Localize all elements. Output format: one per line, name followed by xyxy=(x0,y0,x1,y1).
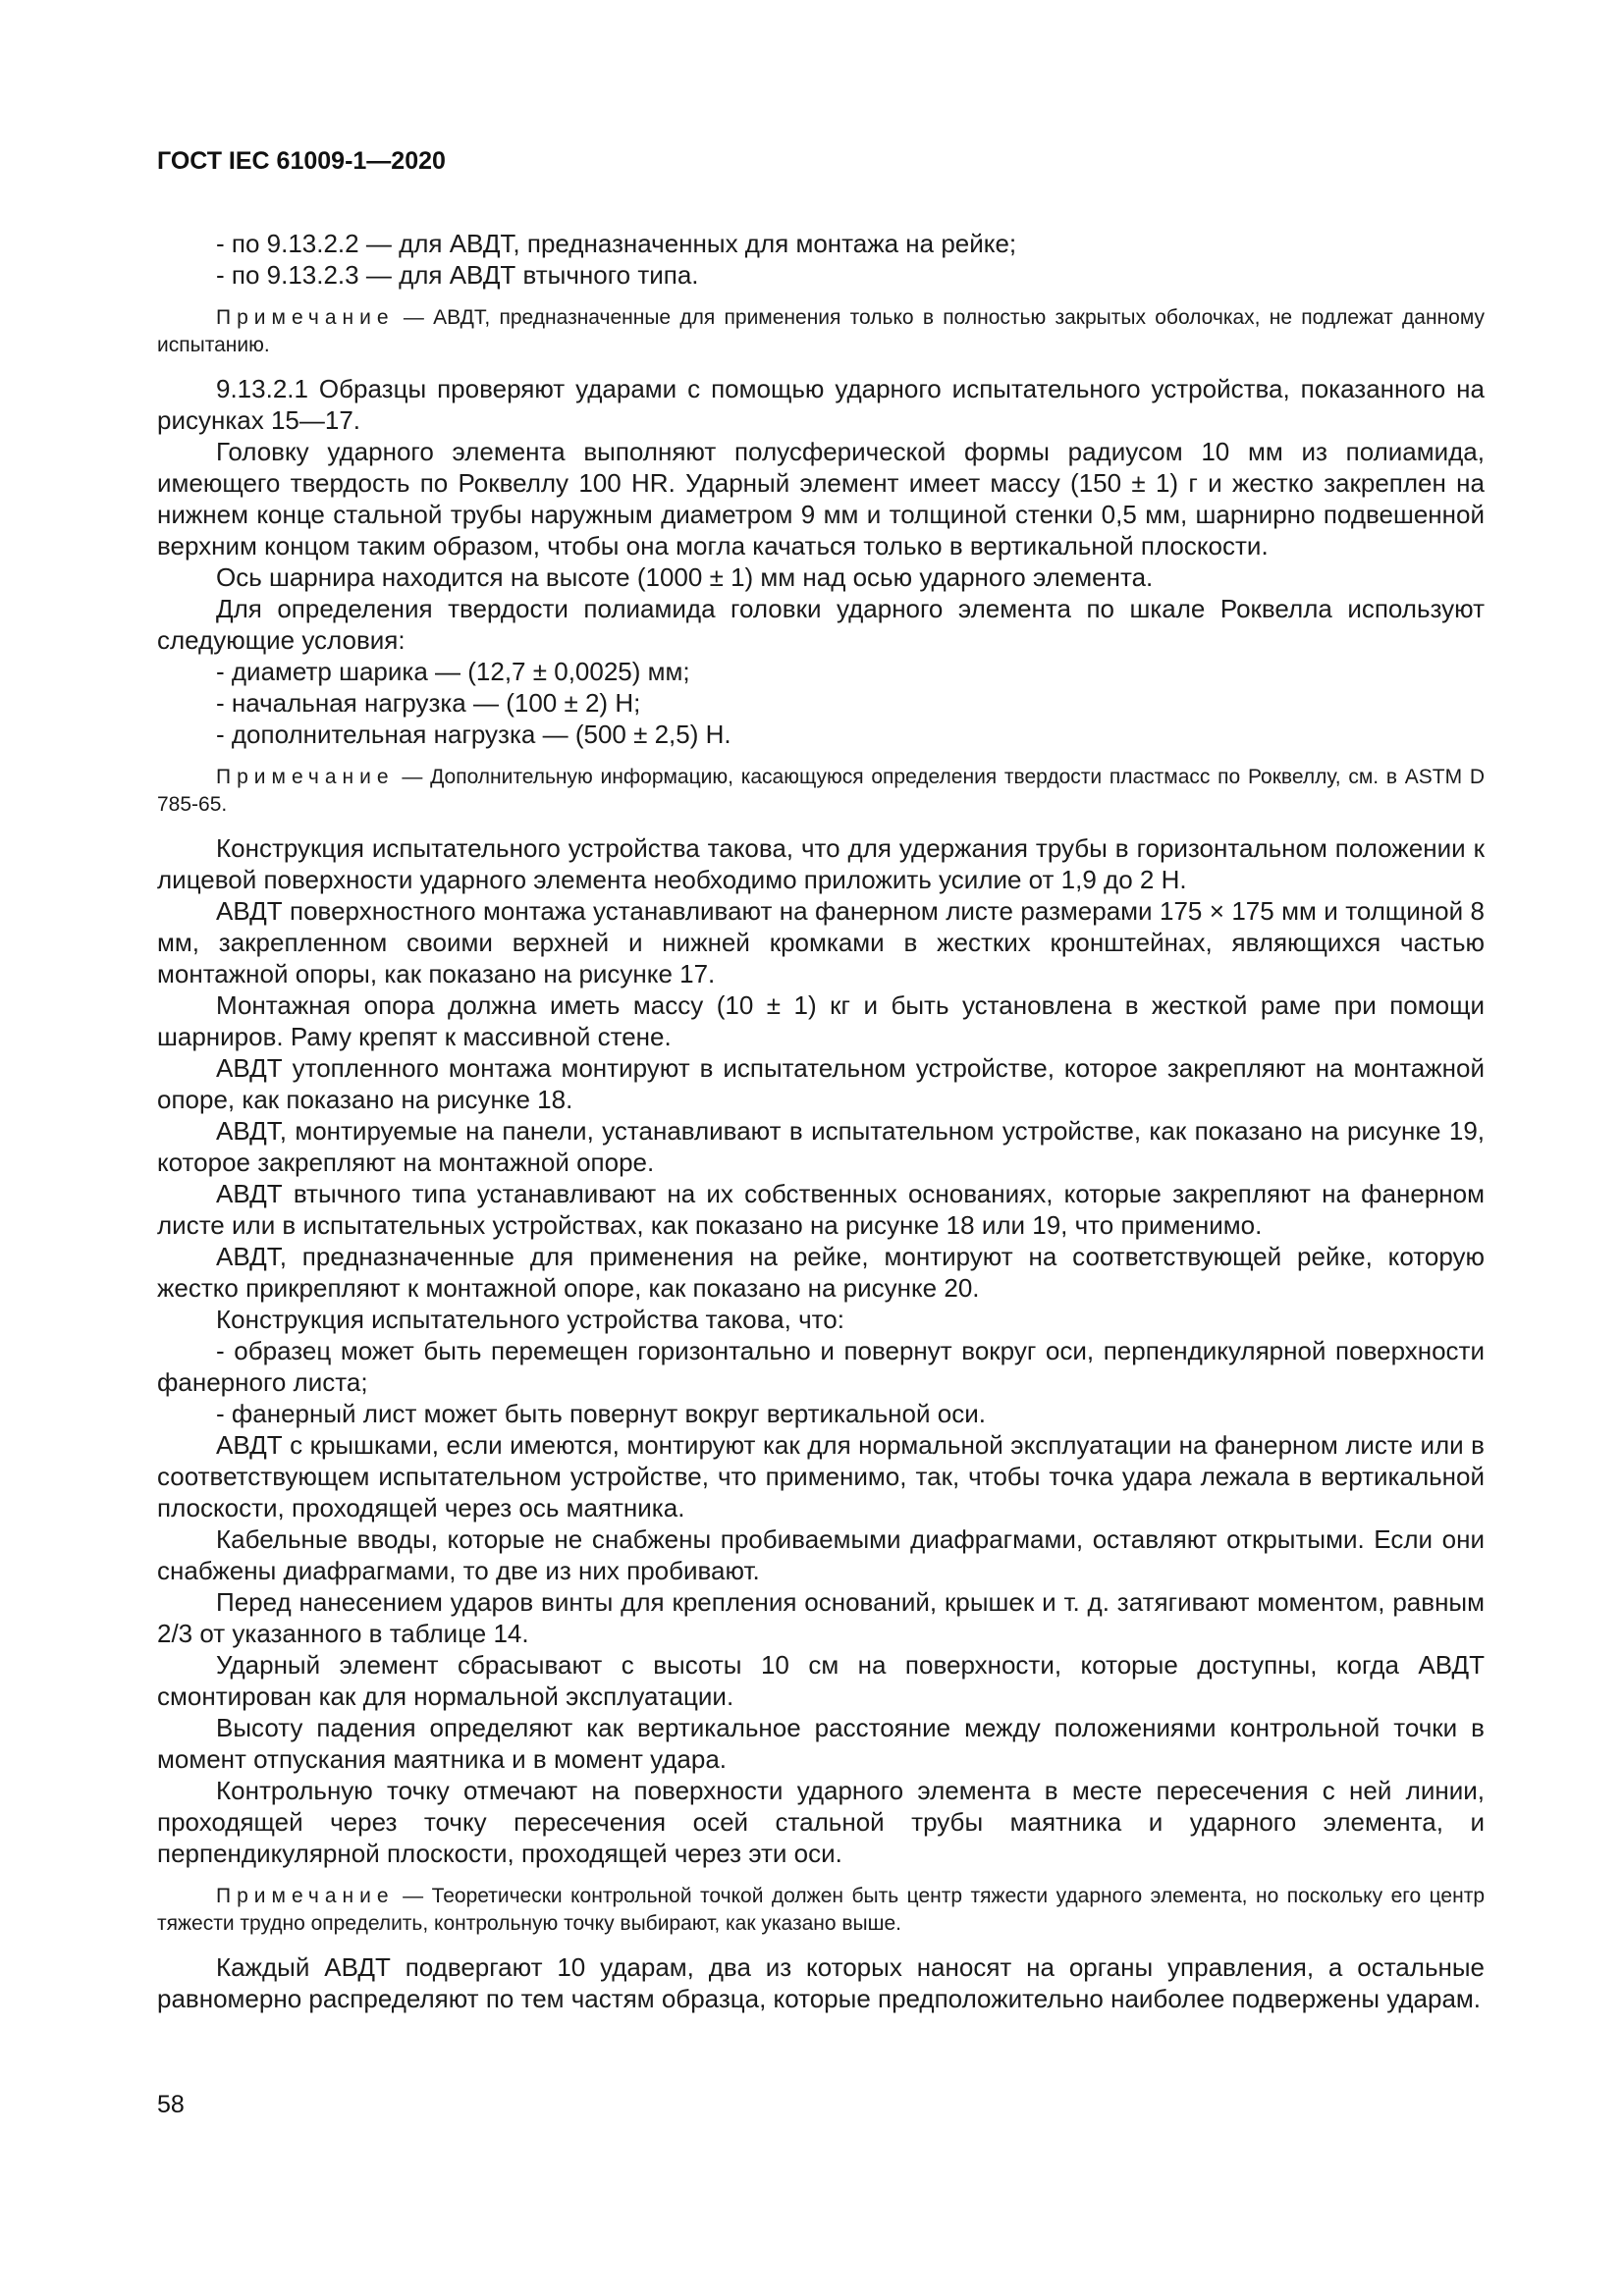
paragraph: АВДТ поверхностного монтажа устанавливают на фанерном листе размерами 175 × 175 мм и толщиной 8 мм, закрепленном своими верхней и нижней кромками в жестких кронштейнах, являющихся частью монтажной опоры, как показано на рисунке 17. xyxy=(157,896,1485,988)
paragraph: Кабельные вводы, которые не снабжены пробиваемыми диафрагмами, оставляют открытыми. Если они снабжены диафрагмами, то две из них пробивают. xyxy=(157,1524,1485,1585)
note-text: — Дополнительную информацию, касающуюся определения твердости пластмасс по Роквеллу, см. в ASTM D 785-65. xyxy=(157,766,1485,816)
note xyxy=(157,764,1485,819)
paragraph: Конструкция испытательного устройства такова, что для удержания трубы в горизонтальном положении к лицевой поверхности ударного элемента необходимо приложить усилие от 1,9 до 2 Н. xyxy=(157,833,1485,894)
list-item: - образец может быть перемещен горизонтально и повернут вокруг оси, перпендикулярной поверхности фанерного листа; xyxy=(157,1336,1485,1397)
paragraph: Перед нанесением ударов винты для крепления оснований, крышек и т. д. затягивают моментом, равным 2/3 от указанного в таблице 14. xyxy=(157,1587,1485,1648)
note xyxy=(157,304,1485,359)
paragraph: АВДТ втычного типа устанавливают на их собственных основаниях, которые закрепляют на фанерном листе или в испытательных устройствах, как показано на рисунке 18 или 19, что применимо. xyxy=(157,1179,1485,1240)
paragraph: Каждый АВДТ подвергают 10 ударам, два из которых наносят на органы управления, а остальные равномерно распределяют по тем частям образца, которые предположительно наиболее подвержены ударам. xyxy=(157,1952,1485,2013)
paragraph: Высоту падения определяют как вертикальное расстояние между положениями контрольной точки в момент отпускания маятника и в момент удара. xyxy=(157,1713,1485,1774)
paragraph: АВДТ, предназначенные для применения на рейке, монтируют на соответствующей рейке, которую жестко прикрепляют к монтажной опоре, как показано на рисунке 20. xyxy=(157,1242,1485,1303)
paragraph: Ударный элемент сбрасывают с высоты 10 см на поверхности, которые доступны, когда АВДТ смонтирован как для нормальной эксплуатации. xyxy=(157,1650,1485,1711)
list-item: - по 9.13.2.3 — для АВДТ втычного типа. xyxy=(216,260,699,290)
paragraph: Для определения твердости полиамида головки ударного элемента по шкале Роквелла используют следующие условия: xyxy=(157,594,1485,655)
paragraph: Монтажная опора должна иметь массу (10 ± 1) кг и быть установлена в жесткой раме при помощи шарниров. Раму крепят к массивной стене. xyxy=(157,990,1485,1051)
paragraph: АВДТ утопленного монтажа монтируют в испытательном устройстве, которое закрепляют на монтажной опоре, как показано на рисунке 18. xyxy=(157,1053,1485,1114)
document-header: ГОСТ IEC 61009-1—2020 xyxy=(157,147,446,175)
list-item: - диаметр шарика — (12,7 ± 0,0025) мм; xyxy=(216,657,690,686)
note-text: — Теоретически контрольной точкой должен быть центр тяжести ударного элемента, но поскольку его центр тяжести трудно определить, контрольную точку выбирают, как указано выше. xyxy=(157,1885,1485,1935)
document-body xyxy=(157,228,1485,2014)
paragraph: 9.13.2.1 Образцы проверяют ударами с помощью ударного испытательного устройства, показанного на рисунках 15—17. xyxy=(157,374,1485,435)
list-item: - фанерный лист может быть повернут вокруг вертикальной оси. xyxy=(216,1399,986,1428)
paragraph: АВДТ с крышками, если имеются, монтируют как для нормальной эксплуатации на фанерном листе или в соответствующем испытательном устройстве, что применимо, так, чтобы точка удара лежала в вертикальной плоскости, проходящей через ось маятника. xyxy=(157,1430,1485,1522)
note-text: — АВДТ, предназначенные для применения только в полностью закрытых оболочках, не подлежат данному испытанию. xyxy=(157,306,1485,356)
list-item: - начальная нагрузка — (100 ± 2) Н; xyxy=(216,688,641,718)
page-number: 58 xyxy=(157,2091,185,2118)
paragraph: АВДТ, монтируемые на панели, устанавливают в испытательном устройстве, как показано на рисунке 19, которое закрепляют на монтажной опоре. xyxy=(157,1116,1485,1177)
paragraph: Конструкция испытательного устройства такова, что: xyxy=(216,1305,844,1334)
note xyxy=(157,1883,1485,1938)
paragraph: Ось шарнира находится на высоте (1000 ± 1) мм над осью ударного элемента. xyxy=(216,562,1154,592)
paragraph: Головку ударного элемента выполняют полусферической формы радиусом 10 мм из полиамида, имеющего твердость по Роквеллу 100 HR. Ударный элемент имеет массу (150 ± 1) г и жестко закреплен на нижнем конце стальной трубы наружным диаметром 9 мм и толщиной стенки 0,5 мм, шарнирно подвешенной верхним концом таким образом, чтобы она могла качаться только в вертикальной плоскости. xyxy=(157,437,1485,561)
paragraph: Контрольную точку отмечают на поверхности ударного элемента в месте пересечения с ней линии, проходящей через точку пересечения осей стальной трубы маятника и ударного элемента, и перпендикулярной плоскости, проходящей через эти оси. xyxy=(157,1776,1485,1868)
note-label: Примечание xyxy=(216,766,395,788)
list-item: - дополнительная нагрузка — (500 ± 2,5) Н. xyxy=(216,720,731,749)
note-label: Примечание xyxy=(216,1885,395,1907)
list-item: - по 9.13.2.2 — для АВДТ, предназначенных для монтажа на рейке; xyxy=(216,229,1017,258)
note-label: Примечание xyxy=(216,306,395,329)
